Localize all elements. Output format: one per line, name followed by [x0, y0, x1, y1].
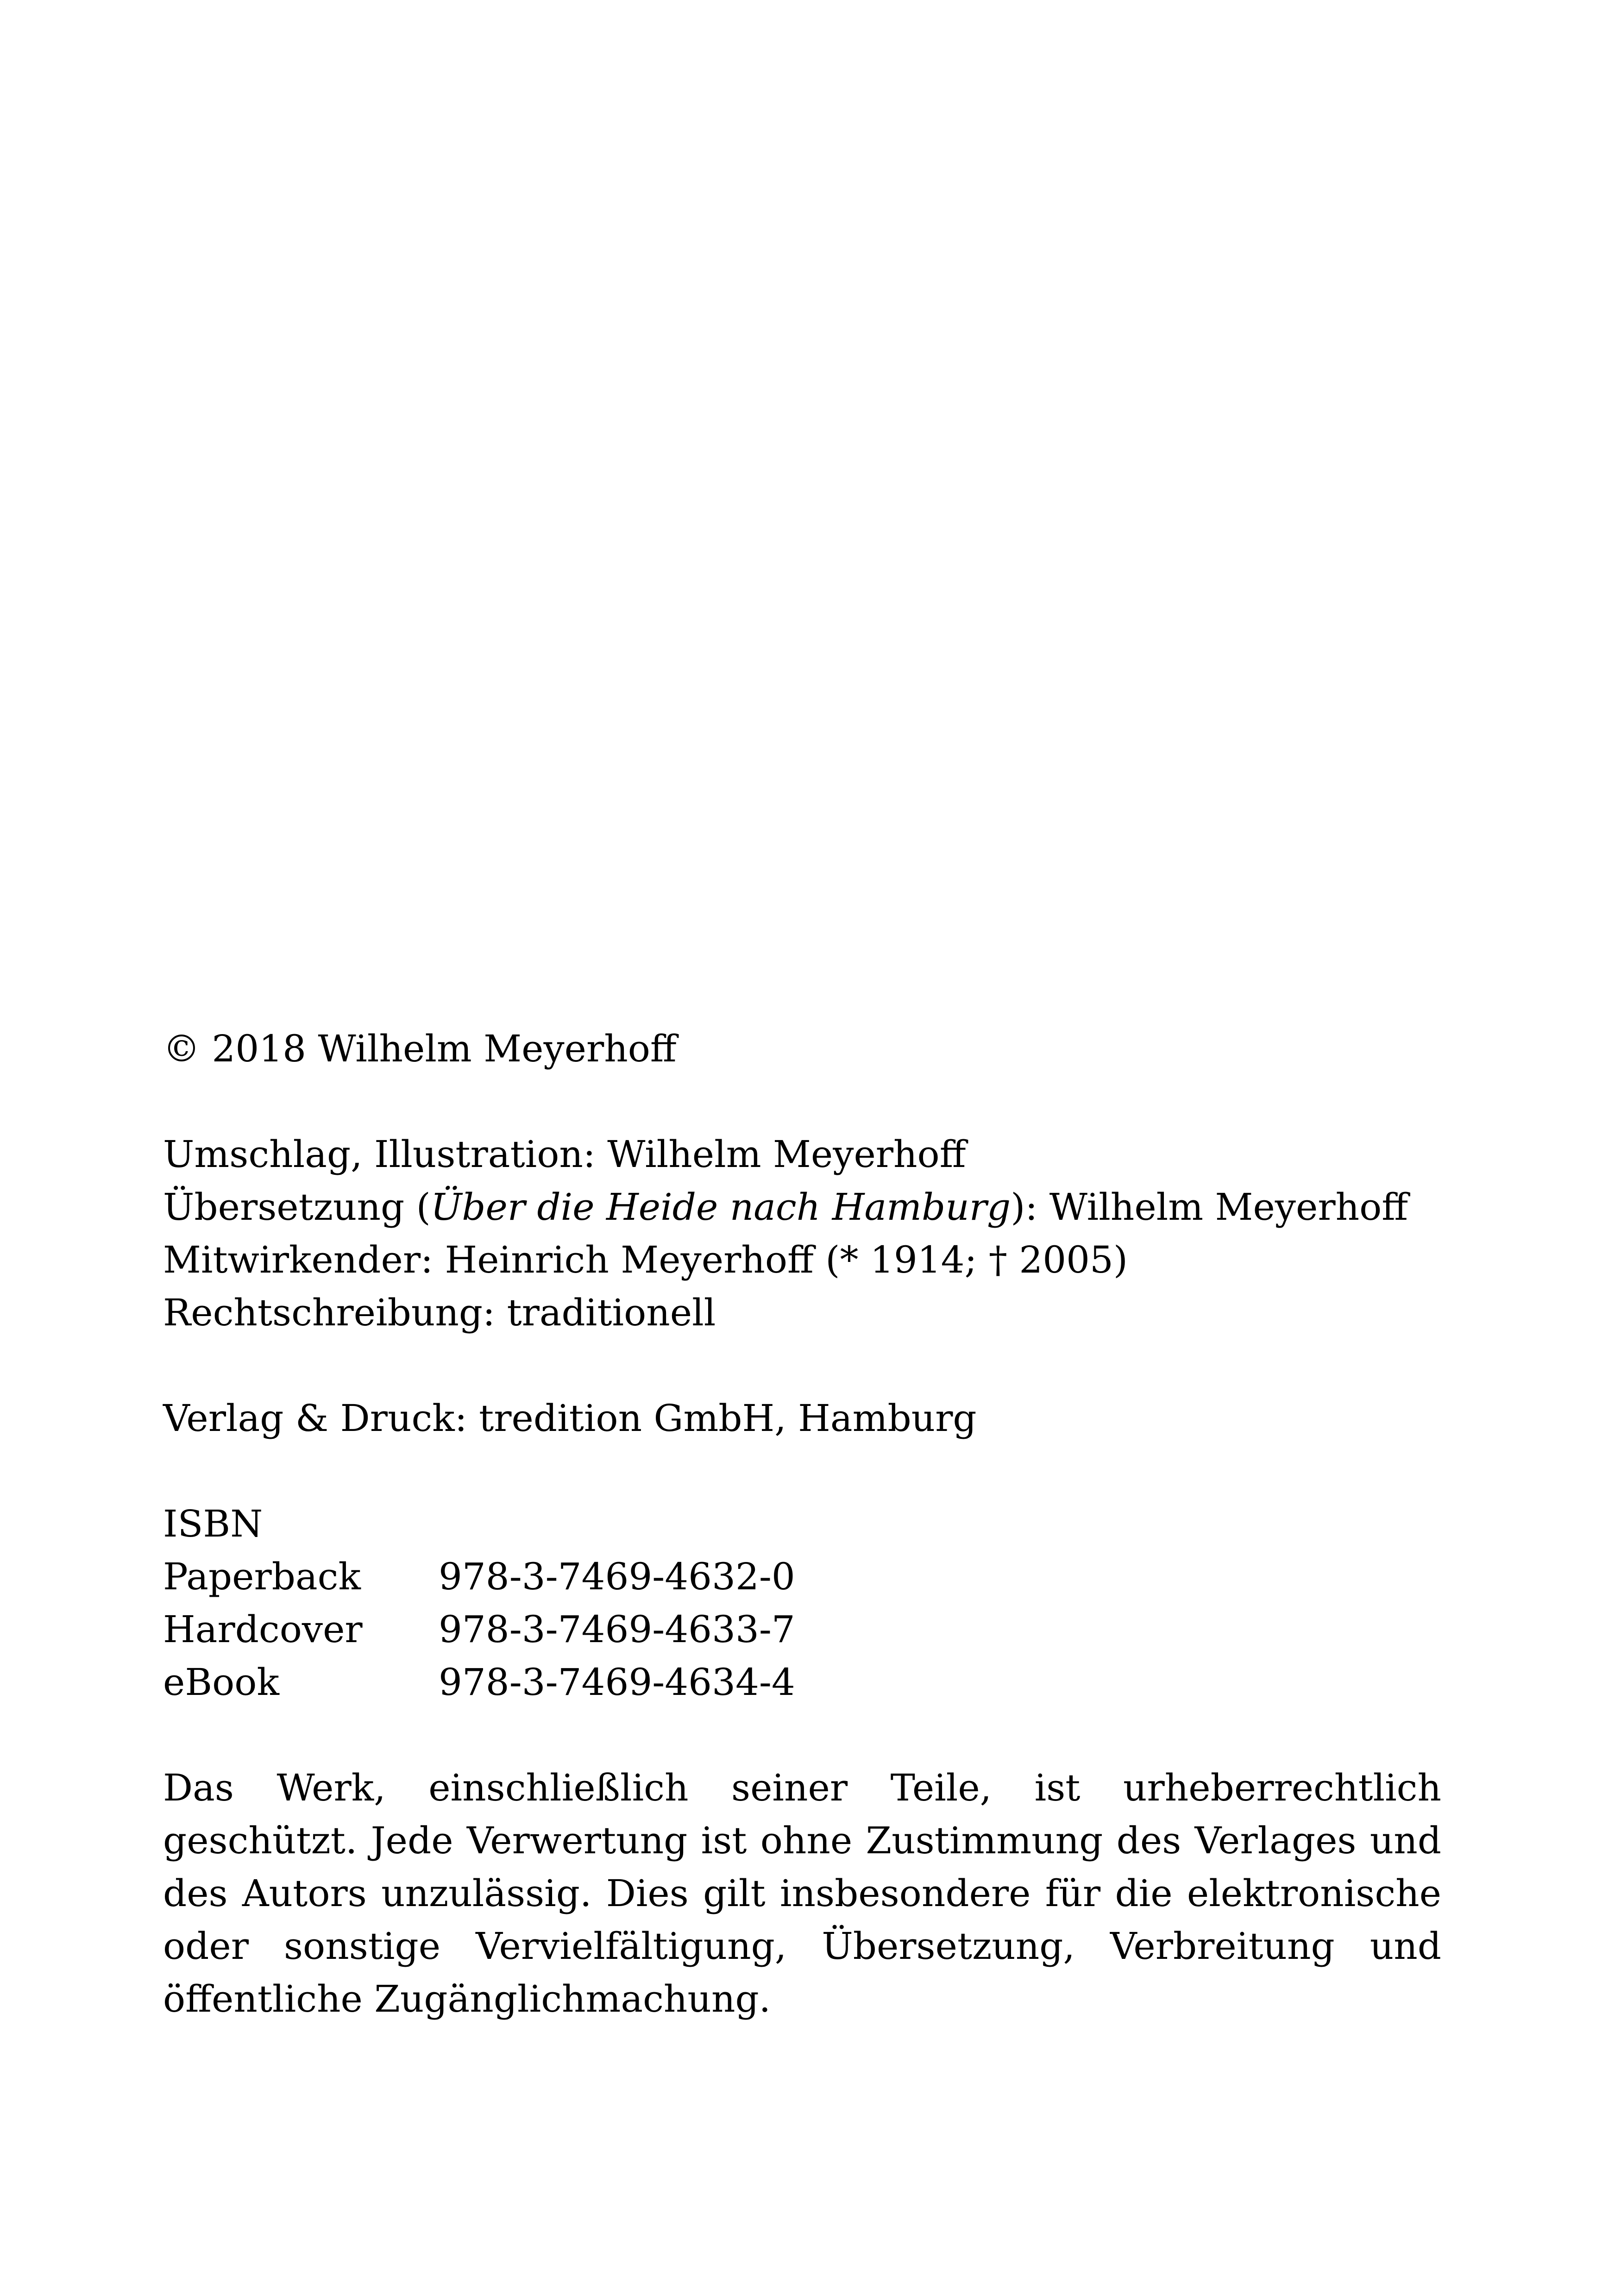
isbn-format: Paperback [163, 1555, 361, 1598]
translation-credit [163, 1181, 1441, 1234]
contributor-credit: Mitwirkender: Heinrich Meyerhoff (* 1914; † 2005) [163, 1238, 1128, 1281]
translation-title: Über die Heide nach Hamburg [430, 1186, 1011, 1229]
isbn-row-paperback [163, 1550, 1441, 1603]
isbn-row-ebook [163, 1656, 1441, 1709]
isbn-format: Hardcover [163, 1608, 363, 1651]
isbn-number: 978-3-7469-4634-4 [439, 1661, 795, 1704]
publisher-line: Verlag & Druck: tredition GmbH, Hamburg [163, 1397, 977, 1440]
translation-suffix: ): Wilhelm Meyerhoff [1011, 1186, 1408, 1229]
isbn-row-hardcover [163, 1603, 1441, 1656]
isbn-format: eBook [163, 1661, 279, 1704]
copyright-line: © 2018 Wilhelm Meyerhoff [163, 1027, 677, 1070]
copyright-notice [163, 1762, 1441, 2026]
translation-prefix: Übersetzung ( [163, 1186, 431, 1229]
copyright-notice-text: Das Werk, einschließlich seiner Teile, ist urheberrechtlich geschützt. Jede Verwertung ist ohne Zustimmung des Verlages und des Autors unzulässig. Dies gilt insbesondere für die elektronische oder sonstige Vervielfältigung, Übersetzung, Verbreitung und öffentliche Zugänglichmachung. [163, 1766, 1441, 2020]
orthography-note: Rechtschreibung: traditionell [163, 1291, 716, 1334]
isbn-number: 978-3-7469-4633-7 [439, 1608, 795, 1651]
imprint-block [163, 1023, 1441, 2026]
isbn-number: 978-3-7469-4632-0 [439, 1555, 795, 1598]
isbn-heading: ISBN [163, 1502, 263, 1545]
cover-credit: Umschlag, Illustration: Wilhelm Meyerhoff [163, 1133, 966, 1176]
